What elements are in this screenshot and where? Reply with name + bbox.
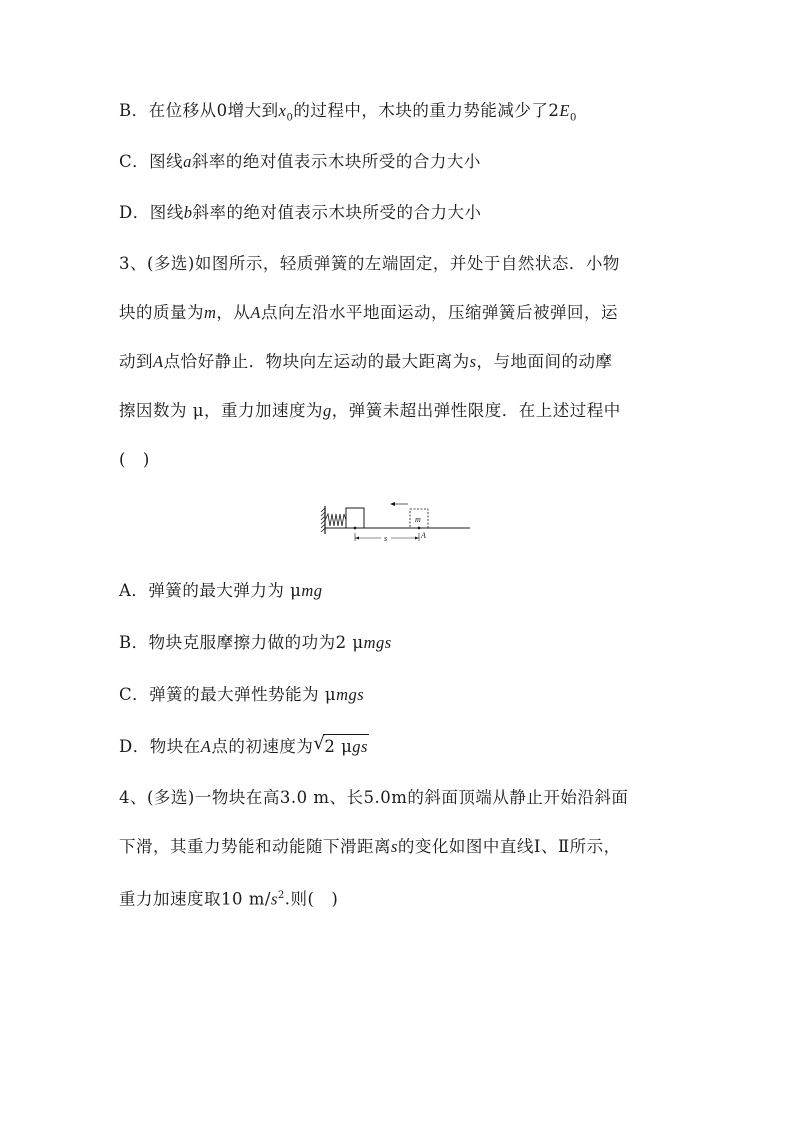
distance-arrow-left-icon	[355, 537, 359, 540]
q3-option-a: A．弹簧的最大弹力为 μmg	[119, 581, 323, 600]
q2-option-d: D．图线b斜率的绝对值表示木块所受的合力大小	[119, 203, 482, 222]
wall-hatch	[321, 508, 325, 532]
spring-block-diagram	[318, 494, 474, 546]
q3-stem-line-2: 块的质量为m，从A点向左沿水平地面运动，压缩弹簧后被弹回，运	[119, 303, 619, 322]
point-a-label: A	[421, 531, 426, 540]
distance-arrow-right-icon	[415, 537, 419, 540]
q4-stem-line-3: 重力加速度取10 $m/s^2$.则( )	[119, 889, 339, 909]
q3-option-b: B．物块克服摩擦力做的功为2 μmgs	[119, 633, 392, 652]
q2-option-b: B．在位移从0增大到$x_0$的过程中，木块的重力势能减少了$2E_0$	[119, 101, 577, 124]
point-a	[418, 527, 421, 530]
block	[346, 508, 364, 528]
q3-option-d: D．物块在A点的初速度为 √ 2 μgs	[119, 734, 369, 759]
q3-answer-blank: ( )	[119, 450, 150, 469]
point-left	[354, 527, 357, 530]
q4-stem-line-1: 4、(多选)一物块在高3.0 m、长5.0m的斜面顶端从静止开始沿斜面	[119, 788, 629, 807]
q3-option-c: C．弹簧的最大弹性势能为 μmgs	[119, 685, 365, 704]
mass-label: m	[415, 515, 421, 524]
square-root: √ 2 μgs	[313, 734, 369, 759]
q4-stem-line-2: 下滑，其重力势能和动能随下滑距离s的变化如图中直线Ⅰ、Ⅱ所示，	[119, 837, 621, 856]
arrow-head-icon	[390, 502, 395, 506]
q2-option-c: C．图线a斜率的绝对值表示木块所受的合力大小	[119, 152, 481, 171]
q3-stem-line-1: 3、(多选)如图所示，轻质弹簧的左端固定，并处于自然状态．小物	[119, 254, 620, 273]
distance-label: s	[384, 534, 388, 543]
q3-stem-line-3: 动到A点恰好静止．物块向左运动的最大距离为s，与地面间的动摩	[119, 352, 613, 371]
spring	[325, 514, 346, 526]
q3-stem-line-4: 擦因数为 μ，重力加速度为g，弹簧未超出弹性限度．在上述过程中	[119, 401, 621, 420]
